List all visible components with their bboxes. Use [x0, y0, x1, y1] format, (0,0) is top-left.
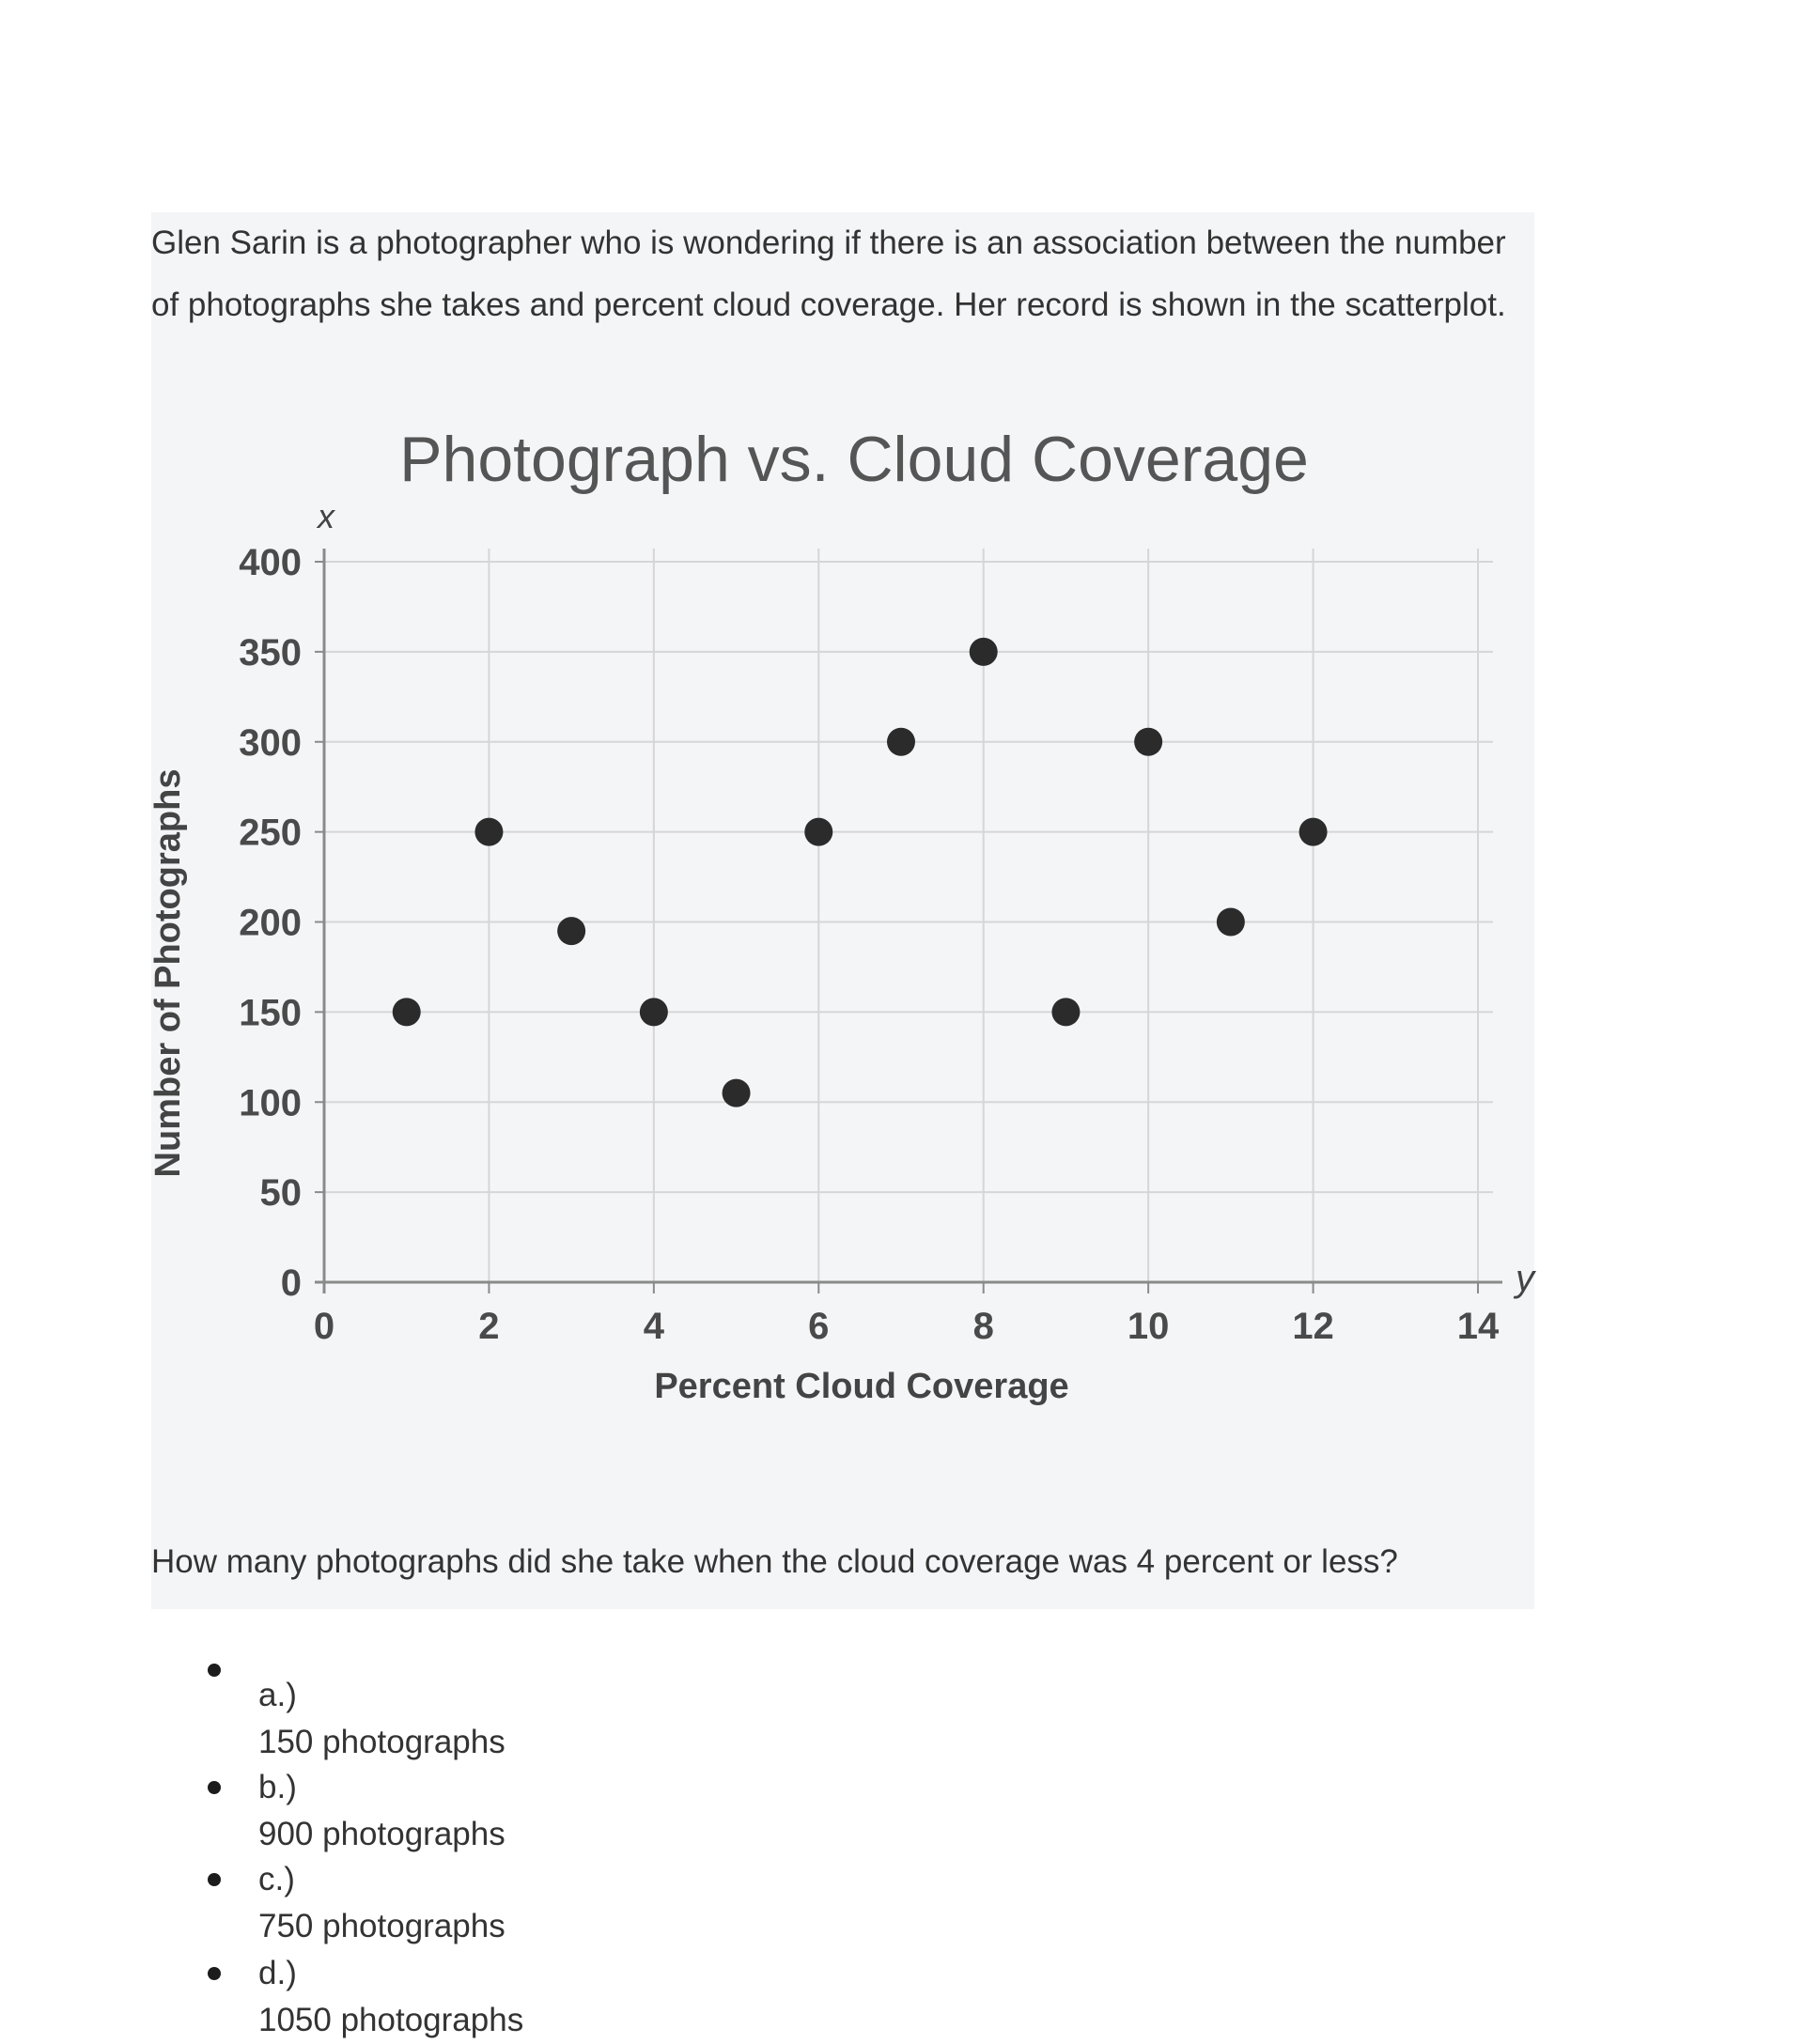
- data-point: [1051, 998, 1080, 1026]
- y-tick-label: 250: [239, 812, 302, 854]
- y-tick-label: 100: [239, 1082, 302, 1124]
- data-point: [474, 818, 503, 846]
- choice-letter: d.): [258, 1955, 297, 1991]
- choice-c[interactable]: [151, 1856, 822, 1950]
- x-tick-label: 14: [1456, 1306, 1500, 1347]
- y-tick-label: 50: [259, 1172, 302, 1215]
- x-tick-label: 6: [808, 1306, 830, 1347]
- x-axis-label: Percent Cloud Coverage: [654, 1367, 1069, 1406]
- y-tick-label: 0: [280, 1262, 302, 1304]
- data-point: [1134, 728, 1162, 756]
- y-axis-letter: x: [318, 497, 334, 535]
- y-tick-label: 300: [239, 721, 302, 764]
- question-intro: Glen Sarin is a photographer who is wondering if there is an association between the number of photographs she takes and percent cloud coverage. Her record is shown in the scatterplot.: [151, 225, 1506, 323]
- y-axis-label: Number of Photographs: [148, 768, 188, 1178]
- bullet-icon: [208, 1967, 221, 1980]
- choice-text: 900 photographs: [258, 1816, 505, 1852]
- x-tick-label: 10: [1127, 1306, 1170, 1347]
- data-point: [970, 638, 998, 666]
- data-point: [393, 998, 421, 1026]
- chart-title: Photograph vs. Cloud Coverage: [399, 424, 1309, 495]
- choice-text: 150 photographs: [258, 1724, 505, 1760]
- data-point: [1299, 818, 1328, 846]
- scatter-chart: [148, 212, 1534, 1462]
- y-tick-label: 400: [239, 542, 302, 583]
- data-points: [393, 638, 1328, 1107]
- y-tick-label: 200: [239, 902, 302, 944]
- x-axis-letter: y: [1516, 1258, 1534, 1299]
- data-point: [640, 998, 668, 1026]
- y-tick-label: 350: [239, 631, 302, 674]
- x-tick-label: 2: [478, 1306, 500, 1347]
- x-tick-label: 12: [1292, 1306, 1334, 1347]
- y-tick-label: 150: [239, 992, 302, 1034]
- choice-b[interactable]: [151, 1764, 822, 1858]
- bullet-icon: [208, 1873, 221, 1886]
- grid-lines: [324, 549, 1493, 1282]
- choice-d[interactable]: [151, 1950, 822, 2044]
- tick-labels: [239, 542, 1500, 1347]
- data-point: [723, 1079, 751, 1107]
- bullet-icon: [208, 1664, 221, 1677]
- data-point: [887, 728, 915, 756]
- choice-text: 1050 photographs: [258, 2002, 524, 2038]
- data-point: [1217, 908, 1245, 937]
- data-point: [557, 917, 585, 945]
- x-tick-label: 8: [972, 1306, 994, 1347]
- question-prompt: How many photographs did she take when the cloud coverage was 4 percent or less?: [151, 1543, 1398, 1580]
- choice-letter: a.): [258, 1677, 297, 1713]
- choice-text: 750 photographs: [258, 1908, 505, 1944]
- x-tick-label: 0: [313, 1306, 335, 1347]
- choice-a[interactable]: [151, 1651, 822, 1766]
- x-tick-label: 4: [643, 1306, 664, 1347]
- data-point: [804, 818, 832, 846]
- question-panel: [148, 212, 1534, 1609]
- choice-letter: c.): [258, 1861, 295, 1897]
- bullet-icon: [208, 1781, 221, 1794]
- choice-letter: b.): [258, 1769, 297, 1805]
